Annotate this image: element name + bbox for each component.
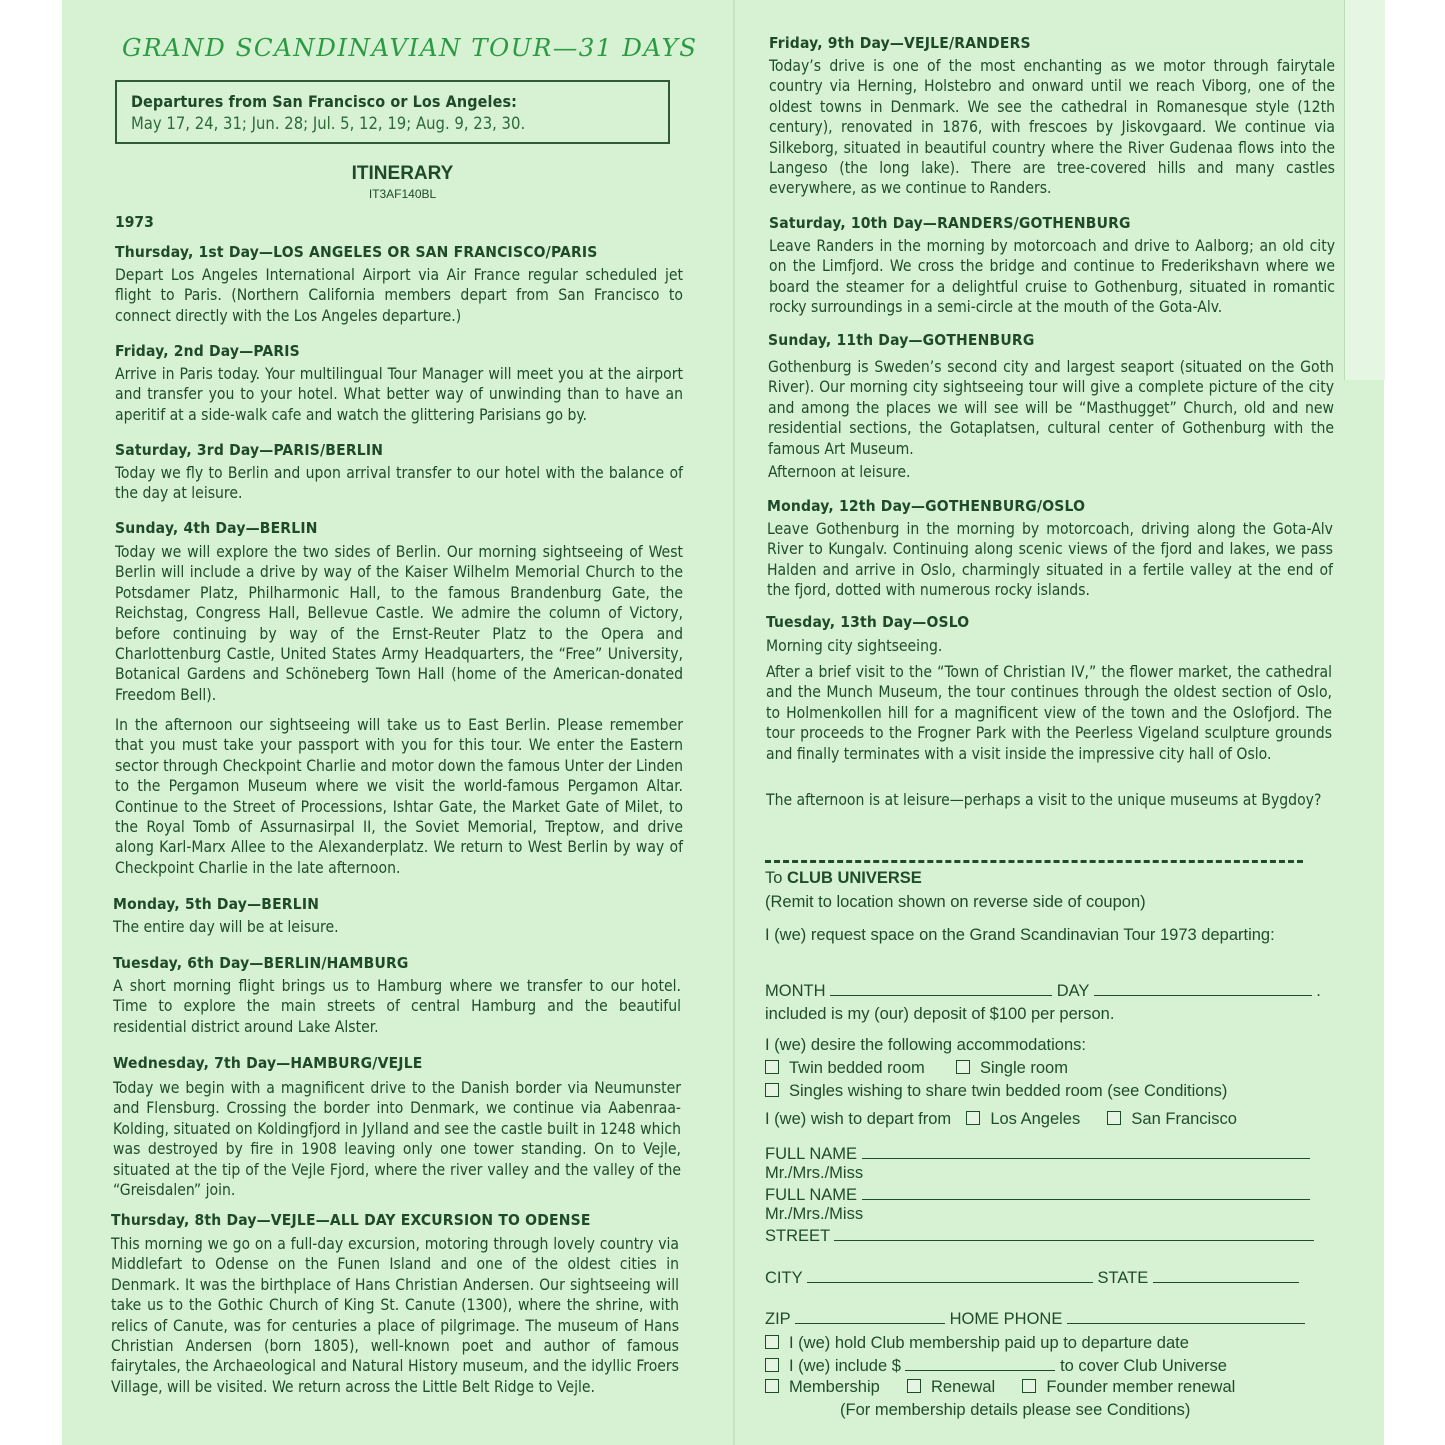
day-10-heading: Saturday, 10th Day—RANDERS/GOTHENBURG [769,214,1131,232]
home-phone-label: HOME PHONE [949,1310,1063,1328]
coupon-to-line [765,869,1335,888]
renewal-checkbox[interactable] [907,1379,921,1393]
state-label: STATE [1097,1269,1149,1287]
share-room-checkbox[interactable] [765,1083,779,1097]
day-5-text: The entire day will be at leisure. [113,918,339,936]
coupon-club-name: CLUB UNIVERSE [787,869,922,887]
itinerary-year: 1973 [115,213,154,231]
day-7-text: Today we begin with a magnificent drive to the Danish border via Neumunster and Flensburg. Crossing the border into Denmark, we continue via Aabenraa-Kolding, situated on Koldingfjord in Jylland and see the castle built in 1248 which was destroyed by fire in 1908 leaving only one tower standing. On to Vejle, situated at the tip of the Vejle Fjord, where the river valley and the valley of the “Greisdalen” join. [113,1079,681,1200]
day-label: DAY [1056,982,1090,1000]
coupon-cut-line [765,860,1303,863]
coupon-date-row [765,981,1335,1001]
zip-label: ZIP [765,1310,791,1328]
depart-from-row [765,1110,1335,1129]
single-room-label: Single room [979,1059,1068,1077]
membership-label: Membership [789,1378,880,1396]
include-row [765,1356,1335,1376]
day-13-text-2: After a brief visit to the “Town of Christian IV,” the flower market, the cathedral and the Munch Museum, the tour continues through the oldest section of Oslo, to Holmenkollen hill for a magnificent view of the town and the Oslofjord. The tour proceeds to the Frogner Park with the Peerless Vigeland sculpture grounds and finally terminates with a visit inside the impressive city hall of Oslo. [766,663,1332,763]
tour-title: GRAND SCANDINAVIAN TOUR—31 DAYS [122,33,698,62]
salutation-2: Mr./Mrs./Miss [765,1205,864,1223]
coupon-deposit: included is my (our) deposit of $100 per person. [765,1005,1115,1023]
day-1-text: Depart Los Angeles International Airport via Air France regular scheduled jet flight to Paris. (Northern California members depart from San Francisco to connect directly with the Los Angeles departure.) [115,266,683,325]
membership-options-row [765,1378,1335,1397]
street-label: STREET [765,1227,830,1245]
los-angeles-label: Los Angeles [990,1110,1081,1128]
coupon-request: I (we) request space on the Grand Scandinavian Tour 1973 departing: [765,926,1275,944]
renewal-label: Renewal [930,1378,996,1396]
founder-renewal-checkbox[interactable] [1022,1379,1036,1393]
single-room-checkbox[interactable] [956,1060,970,1074]
city-field[interactable] [807,1268,1093,1283]
day-3-heading: Saturday, 3rd Day—PARIS/BERLIN [115,441,384,459]
full-name-label-2: FULL NAME [765,1186,857,1204]
departures-heading: Departures from San Francisco or Los Angeles: [131,92,517,111]
day-8-text: This morning we go on a full-day excursion, motoring through lovely country via Middlefart to Odense on the Funen Island and one of the oldest cities in Denmark. It was the birthplace of Hans Christian Andersen. Our sightseeing will take us to the Gothic Church of King St. Canute (1300), where the shrine, with relics of Canute, was for centuries a place of pilgrimage. The museum of Hans Christian Andersen (born 1805), well-known poet and author of famous fairytales, the Archaeological and Natural History museum, and the idyllic Froers Village, will be visited. We return across the Little Belt Ridge to Vejle. [111,1235,679,1396]
home-phone-field[interactable] [1067,1309,1305,1324]
day-11-heading: Sunday, 11th Day—GOTHENBURG [768,331,1035,349]
day-2-text: Arrive in Paris today. Your multilingual Tour Manager will meet you at the airport and transfer you to your hotel. What better way of unwinding than to have an aperitif at a side-walk cafe and watch the glittering Parisians go by. [115,365,683,424]
hold-membership-checkbox[interactable] [765,1335,779,1349]
day-11-text-2: Afternoon at leisure. [768,463,911,481]
street-row [765,1226,1335,1246]
day-7-heading: Wednesday, 7th Day—HAMBURG/VEJLE [113,1054,423,1072]
departures-box [115,80,670,144]
day-13-text-3: The afternoon is at leisure—perhaps a visit to the unique museums at Bygdoy? [766,791,1322,809]
full-name-field-1[interactable] [862,1144,1310,1159]
page-fold [733,0,735,1445]
accommodation-row-2 [765,1082,1335,1101]
cover-label: to cover Club Universe [1060,1357,1227,1375]
folded-edge [1344,0,1385,380]
street-field[interactable] [834,1226,1314,1241]
day-5-heading: Monday, 5th Day—BERLIN [113,895,320,913]
include-amount-field[interactable] [905,1356,1055,1371]
founder-renewal-label: Founder member renewal [1046,1378,1236,1396]
day-1-heading: Thursday, 1st Day—LOS ANGELES OR SAN FRANCISCO/PARIS [115,243,598,261]
accommodation-row-1 [765,1059,1335,1078]
departures-dates: May 17, 24, 31; Jun. 28; Jul. 5, 12, 19; Aug. 9, 23, 30. [131,114,526,133]
membership-checkbox[interactable] [765,1379,779,1393]
day-6-text: A short morning flight brings us to Hamburg where we transfer to our hotel. Time to explore the main streets of central Hamburg and the beautiful residential district around Lake Alster. [113,977,681,1036]
day-field[interactable] [1094,981,1312,996]
depart-from-label: I (we) wish to depart from [765,1110,952,1128]
share-room-label: Singles wishing to share twin bedded room (see Conditions) [789,1082,1228,1100]
coupon-accommodations: I (we) desire the following accommodations: [765,1036,1086,1054]
hold-membership-row [765,1334,1335,1353]
day-4-text-2: In the afternoon our sightseeing will take us to East Berlin. Please remember that you must take your passport with you for this tour. We enter the Eastern sector through Checkpoint Charlie and motor down the famous Unter der Linden to the Pergamon Museum where we visit the world-famous Pergamon Altar. Continue to the Street of Processions, Ishtar Gate, the Market Gate of Milet, to the Royal Tomb of Assurnasirpal II, the Soviet Memorial, Treptow, and drive along Karl-Marx Allee to the Alexanderplatz. We return to West Berlin by way of Checkpoint Charlie in the late afternoon. [115,716,683,877]
day-9-heading: Friday, 9th Day—VEJLE/RANDERS [769,34,1031,52]
membership-details-note: (For membership details please see Conditions) [840,1401,1191,1419]
day-10-text: Leave Randers in the morning by motorcoach and drive to Aalborg; an old city on the Limfjord. We cross the bridge and continue to Frederikshavn where we board the steamer for a delightful cruise to Gothenburg, situated in romantic rocky surroundings in a semi-circle at the mouth of the Gota-Alv. [769,237,1335,317]
coupon-remit: (Remit to location shown on reverse side of coupon) [765,893,1146,911]
city-label: CITY [765,1269,803,1287]
month-field[interactable] [830,981,1052,996]
city-state-row [765,1268,1335,1288]
day-12-heading: Monday, 12th Day—GOTHENBURG/OSLO [767,497,1086,515]
day-3-text: Today we fly to Berlin and upon arrival transfer to our hotel with the balance of the day at leisure. [115,464,683,503]
day-2-heading: Friday, 2nd Day—PARIS [115,342,300,360]
month-label: MONTH [765,982,826,1000]
full-name-row-1 [765,1144,1335,1164]
twin-room-checkbox[interactable] [765,1060,779,1074]
include-checkbox[interactable] [765,1358,779,1372]
zip-phone-row [765,1309,1335,1329]
day-8-heading: Thursday, 8th Day—VEJLE—ALL DAY EXCURSION TO ODENSE [111,1211,591,1229]
day-13-heading: Tuesday, 13th Day—OSLO [766,613,970,631]
day-12-text: Leave Gothenburg in the morning by motorcoach, driving along the Gota-Alv River to Kungalv. Continuing along scenic views of the fjord and lakes, we pass Halden and arrive in Oslo, charmingly situated in a fertile valley at the end of the fjord, dotted with numerous rocky islands. [767,520,1333,600]
full-name-field-2[interactable] [862,1185,1310,1200]
day-6-heading: Tuesday, 6th Day—BERLIN/HAMBURG [113,954,409,972]
full-name-row-2 [765,1185,1335,1205]
salutation-1: Mr./Mrs./Miss [765,1164,864,1182]
day-9-text: Today’s drive is one of the most enchanting as we motor through fairytale country via Herning, Holstebro and onward until we reach Viborg, one of the oldest towns in Denmark. We see the cathedral in Romanesque style (12th century), renovated in 1876, with frescoes by Jiskovgaard. We continue via Silkeborg, situated in beautiful country where the River Gudenaa flows into the Langeso (the long lake). There are tree-covered hills and many castles everywhere, as we continue to Randers. [769,57,1335,198]
san-francisco-label: San Francisco [1131,1110,1237,1128]
period-mark: . [1316,982,1321,1000]
zip-field[interactable] [795,1309,945,1324]
day-13-text-1: Morning city sightseeing. [766,637,943,655]
include-label: I (we) include $ [789,1357,901,1375]
hold-membership-label: I (we) hold Club membership paid up to departure date [789,1334,1189,1352]
twin-room-label: Twin bedded room [789,1059,925,1077]
itinerary-title: ITINERARY [351,163,454,184]
itinerary-code: IT3AF140BL [368,187,437,201]
los-angeles-checkbox[interactable] [966,1111,980,1125]
day-4-text-1: Today we will explore the two sides of Berlin. Our morning sightseeing of West Berlin will include a drive by way of the Kaiser Wilhelm Memorial Church to the Potsdamer Platz, Philharmonic Hall, to the famous Brandenburg Gate, the Reichstag, Congress Hall, Bellevue Castle. We admire the column of Victory, before continuing by way of the Ernst-Reuter Platz to the Opera and Charlottenburg Castle, United States Army Headquarters, the “Free” University, Botanical Gardens and Schöneberg Town Hall (home of the American-donated Freedom Bell). [115,543,683,704]
day-4-heading: Sunday, 4th Day—BERLIN [115,519,318,537]
full-name-label-1: FULL NAME [765,1145,857,1163]
day-11-text-1: Gothenburg is Sweden’s second city and largest seaport (situated on the Goth River). Our morning city sightseeing tour will give a complete picture of the city and among the places we will see will be “Masthugget” Church, old and new residential sections, the Gotaplatsen, cultural center of Gothenburg with the famous Art Museum. [768,358,1334,458]
state-field[interactable] [1153,1268,1299,1283]
coupon-to: To [765,869,783,887]
san-francisco-checkbox[interactable] [1107,1111,1121,1125]
